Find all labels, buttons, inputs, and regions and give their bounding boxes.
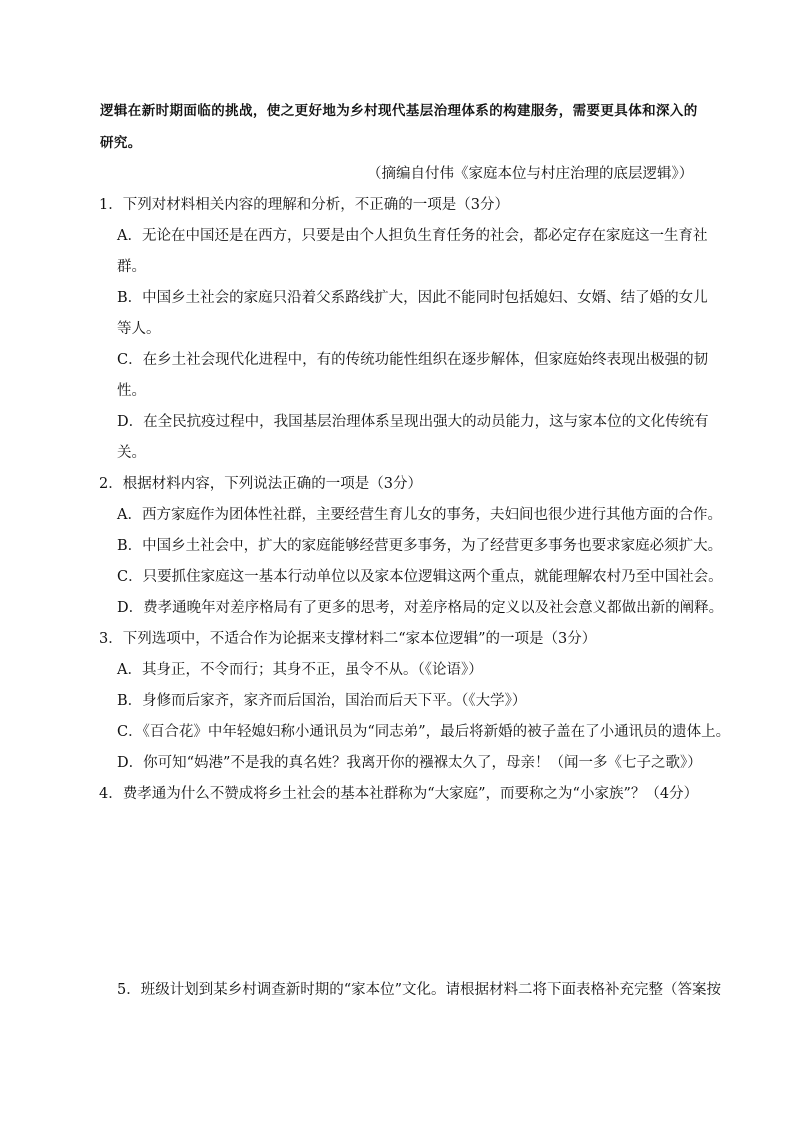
option-a: A．西方家庭作为团体性社群，主要经营生育儿女的事务，夫妇间也很少进行其他方面的合作。 — [117, 507, 722, 523]
passage-line: 逻辑在新时期面临的挑战，使之更好地为乡村现代基层治理体系的构建服务，需要更具体和深入的 — [100, 103, 698, 119]
option-c: C．《百合花》中年轻媳妇称小通讯员为“同志弟”，最后将新婚的被子盖在了小通讯员的遗体上。 — [117, 724, 731, 740]
question-stem: 1．下列对材料相关内容的理解和分析，不正确的一项是（3分） — [99, 197, 509, 213]
option-b: B．身修而后家齐，家齐而后国治，国治而后天下平。（《大学》） — [117, 693, 527, 709]
passage-line: 研究。 — [100, 135, 142, 151]
option-a: A．无论在中国还是在西方，只要是由个人担负生育任务的社会，都必定存在家庭这一生育社 — [117, 228, 708, 244]
option-a: A．其身正，不令而行；其身不正，虽令不从。（《论语》） — [117, 662, 483, 678]
question-stem: 2．根据材料内容，下列说法正确的一项是（3分） — [99, 476, 422, 492]
question-stem: 5．班级计划到某乡村调查新时期的“家本位”文化。请根据材料二将下面表格补充完整（答案按 — [117, 982, 722, 998]
question-stem: 4．费孝通为什么不赞成将乡土社会的基本社群称为“大家庭”，而要称之为“小家族”？（4分） — [99, 786, 699, 802]
option-d: D．你可知“妈港”不是我的真名姓？我离开你的襁褓太久了，母亲！（闻一多《七子之歌》） — [117, 755, 702, 771]
question-stem: 3．下列选项中，不适合作为论据来支撑材料二“家本位逻辑”的一项是（3分） — [99, 631, 597, 647]
option-d: D．在全民抗疫过程中，我国基层治理体系呈现出强大的动员能力，这与家本位的文化传统有 — [117, 414, 709, 430]
option-c: C．只要抓住家庭这一基本行动单位以及家本位逻辑这两个重点，就能理解农村乃至中国社会。 — [117, 569, 723, 585]
option-c: C．在乡土社会现代化进程中，有的传统功能性组织在逐步解体，但家庭始终表现出极强的韧 — [117, 352, 709, 368]
option-c-cont: 性。 — [117, 383, 146, 399]
answer-area[interactable] — [99, 810, 699, 960]
option-d-cont: 关。 — [117, 445, 146, 461]
option-b: B．中国乡土社会的家庭只沿着父系路线扩大，因此不能同时包括媳妇、女婿、结了婚的女儿 — [117, 290, 708, 306]
option-d: D．费孝通晚年对差序格局有了更多的思考，对差序格局的定义以及社会意义都做出新的阐释。 — [117, 600, 724, 616]
passage-source: （摘编自付伟《家庭本位与村庄治理的底层逻辑》） — [367, 166, 694, 182]
option-a-cont: 群。 — [117, 259, 146, 275]
option-b: B．中国乡土社会中，扩大的家庭能够经营更多事务，为了经营更多事务也要求家庭必须扩大。 — [117, 538, 723, 554]
option-b-cont: 等人。 — [117, 321, 161, 337]
